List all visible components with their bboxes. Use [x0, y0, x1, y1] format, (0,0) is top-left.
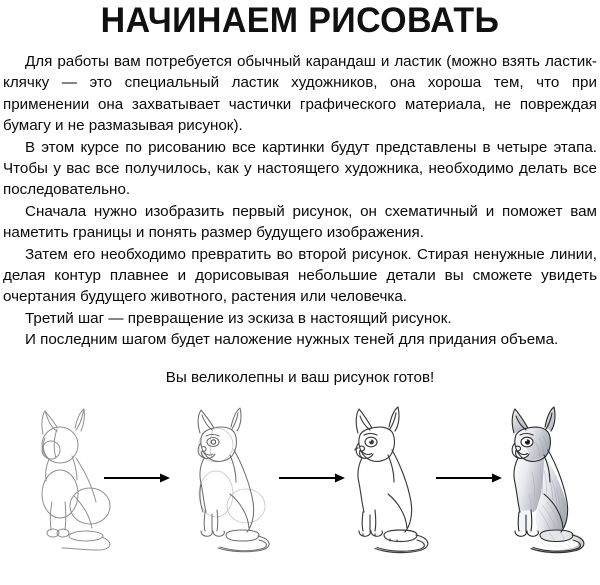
paragraph-1: Для работы вам потребуется обычный карандаш и ластик (можно взять ластик-клячку — это специальный ластик художников, она хороша тем, что при применении она захватывает частички графического материала, не повреждая бумагу и не размазывая рисунок). — [3, 53, 597, 135]
progress-arrow-1 — [104, 472, 170, 484]
drawing-stage-2-refined-contour — [168, 398, 288, 548]
paragraph-5: Третий шаг — превращение из эскиза в настоящий рисунок. — [25, 309, 452, 327]
drawing-stage-3-clean-line-art — [326, 398, 446, 548]
page-title: НАЧИНАЕМ РИСОВАТЬ — [100, 1, 500, 40]
drawing-stage-4-shaded-drawing — [482, 398, 600, 548]
paragraph-6: И последним шагом будет наложение нужных теней для придания объема. — [25, 331, 559, 349]
paragraph-3: Сначала нужно изобразить первый рисунок, он схематичный и поможет вам наметить границы и понять размер будущего изображения. — [3, 202, 597, 242]
paragraph-4: Затем его необходимо превратить во второй рисунок. Стирая ненужные линии, делая контур плавнее и дорисовывая небольшие детали вы сможете увидеть очертания будущего животного, растения или человечка. — [3, 245, 597, 306]
illustration-caption: Вы великолепны и ваш рисунок готов! — [165, 368, 435, 386]
body-copy — [0, 40, 600, 351]
paragraph-2: В этом курсе по рисованию все картинки будут представлены в четыре этапа. Чтобы у вас все получилось, как у настоящего художника, необходимо делать все последовательно. — [3, 138, 597, 199]
illustration-strip — [0, 388, 600, 548]
